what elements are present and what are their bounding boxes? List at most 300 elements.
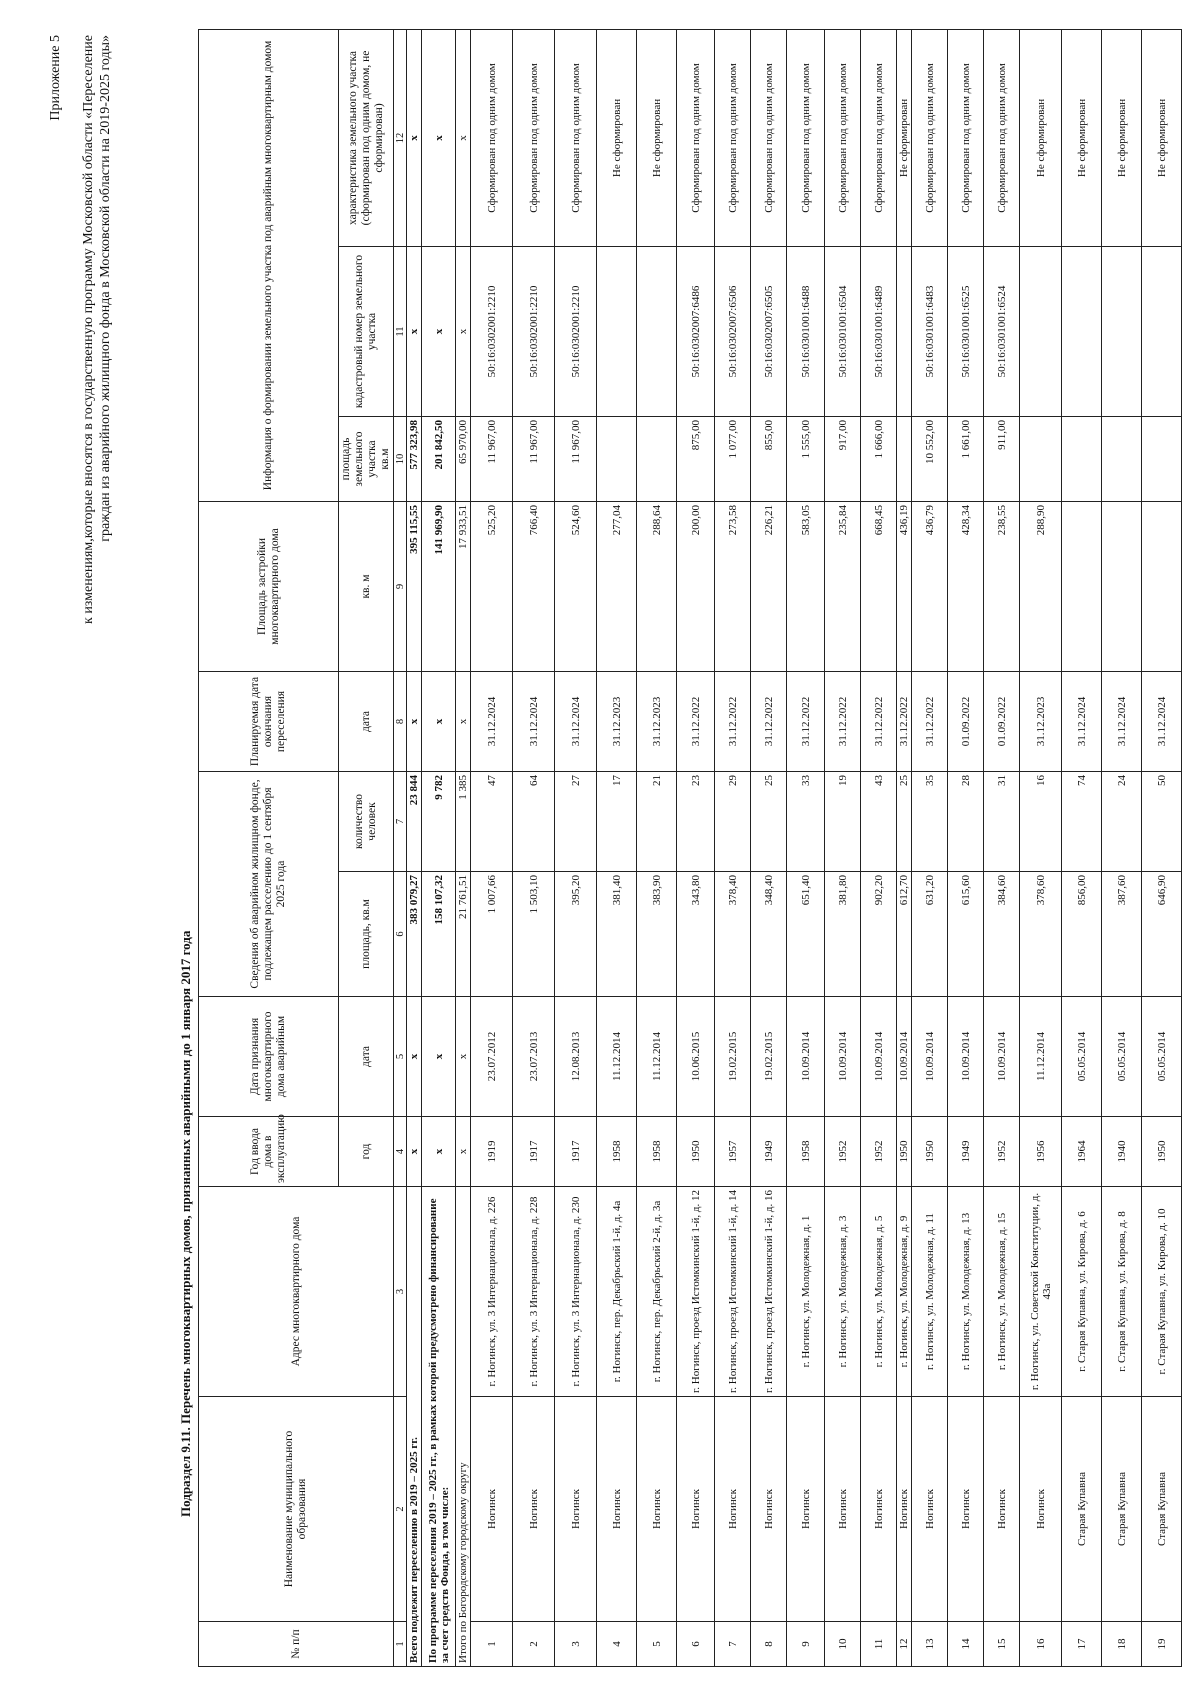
row-land-area: 1 555,00 <box>787 417 825 502</box>
row-number: 13 <box>912 1622 948 1667</box>
row-people: 21 <box>637 772 677 872</box>
row-building-area <box>1062 502 1102 672</box>
district-building-area: 17 933,51 <box>456 502 471 672</box>
row-area: 631,20 <box>912 872 948 997</box>
row-area: 395,20 <box>555 872 597 997</box>
row-plan-date: 31.12.2022 <box>825 672 861 772</box>
row-people: 31 <box>984 772 1020 872</box>
district-people: 1 385 <box>456 772 471 872</box>
row-year: 1940 <box>1102 1117 1142 1187</box>
col-header-plan-group: Планируемая дата окончания переселения <box>199 672 339 772</box>
col-number: 3 <box>394 1187 407 1397</box>
row-area: 646,90 <box>1142 872 1182 997</box>
col-header-building-area-group: Площадь застройки многоквартирного дома <box>199 502 339 672</box>
table-row <box>677 29 715 1666</box>
row-address: г. Ногинск, ул. Советской Конституции, д. 43а <box>1020 1187 1062 1397</box>
row-land-area: 911,00 <box>984 417 1020 502</box>
row-land-area: 855,00 <box>751 417 787 502</box>
row-building-area: 525,20 <box>471 502 513 672</box>
row-building-area <box>1102 502 1142 672</box>
row-year: 1950 <box>1142 1117 1182 1187</box>
row-cadastral <box>1102 247 1142 417</box>
row-cadastral <box>1142 247 1182 417</box>
total-label: Всего подлежит переселению в 2019 – 2025 гг. <box>407 1187 422 1667</box>
table-title: Подраздел 9.11. Перечень многоквартирных домов, признанных аварийными до 1 января 2017 года <box>178 930 193 1517</box>
row-recognition-date: 05.05.2014 <box>1142 997 1182 1117</box>
row-year: 1950 <box>912 1117 948 1187</box>
row-number: 10 <box>825 1622 861 1667</box>
row-year: 1952 <box>825 1117 861 1187</box>
table-row <box>912 29 948 1666</box>
appendix-label: Приложение 5 <box>48 35 63 121</box>
col-subheader-building-unit: кв. м <box>339 502 394 672</box>
row-building-area: 428,34 <box>948 502 984 672</box>
row-number: 14 <box>948 1622 984 1667</box>
total-characteristic: x <box>407 29 422 246</box>
col-header-mo: Наименование муниципального образования <box>199 1397 394 1622</box>
col-subheader-land-area <box>339 417 394 502</box>
row-year: 1949 <box>948 1117 984 1187</box>
row-address: г. Ногинск, ул. Молодежная, д. 13 <box>948 1187 984 1397</box>
row-cadastral: 50:16:0302007:6506 <box>715 247 751 417</box>
row-recognition-date: 10.09.2014 <box>787 997 825 1117</box>
program-plan: x <box>422 672 456 772</box>
row-number: 7 <box>715 1622 751 1667</box>
row-plan-date: 31.12.2023 <box>1020 672 1062 772</box>
row-building-area: 226,21 <box>751 502 787 672</box>
row-number: 8 <box>751 1622 787 1667</box>
row-people: 33 <box>787 772 825 872</box>
row-cadastral: 50:16:0301001:6483 <box>912 247 948 417</box>
row-address: г. Ногинск, ул. Молодежная, д. 9 <box>897 1187 912 1397</box>
row-recognition-date: 11.12.2014 <box>597 997 637 1117</box>
row-cadastral: 50:16:0302007:6505 <box>751 247 787 417</box>
row-land-area: 10 552,00 <box>912 417 948 502</box>
row-plan-date: 31.12.2024 <box>513 672 555 772</box>
district-row <box>456 29 471 1666</box>
table-row <box>1020 29 1062 1666</box>
row-address: г. Старая Купавна, ул. Кирова, д. 10 <box>1142 1187 1182 1397</box>
row-plan-date: 31.12.2023 <box>597 672 637 772</box>
row-land-characteristic: Не сформирован <box>597 29 637 246</box>
row-land-characteristic: Сформирован под одним домом <box>984 29 1020 246</box>
row-recognition-date: 05.05.2014 <box>1102 997 1142 1117</box>
row-recognition-date: 10.09.2014 <box>825 997 861 1117</box>
header-line: к изменениям,которые вносятся в государственную программу Московской области «Переселение <box>81 35 96 624</box>
row-number: 15 <box>984 1622 1020 1667</box>
row-recognition-date: 10.06.2015 <box>677 997 715 1117</box>
row-plan-date: 31.12.2024 <box>471 672 513 772</box>
col-number: 5 <box>394 997 407 1117</box>
land-area-label: площадь земельного участка <box>340 431 378 487</box>
row-people: 27 <box>555 772 597 872</box>
row-land-characteristic: Не сформирован <box>637 29 677 246</box>
row-number: 9 <box>787 1622 825 1667</box>
row-building-area: 436,79 <box>912 502 948 672</box>
program-label: По программе переселения 2019 – 2025 гг., в рамках которой предусмотрено финансирование за счет средств Фонда, в том числе: <box>422 1187 456 1667</box>
row-people: 23 <box>677 772 715 872</box>
program-people: 9 782 <box>422 772 456 872</box>
row-municipality: Ногинск <box>912 1397 948 1622</box>
row-people: 25 <box>751 772 787 872</box>
row-municipality: Ногинск <box>1020 1397 1062 1622</box>
col-number: 1 <box>394 1622 407 1667</box>
col-subheader-cadastral: кадастровый номер земельного участка <box>339 247 394 417</box>
table-row <box>984 29 1020 1666</box>
row-address: г. Старая Купавна, ул. Кирова, д. 8 <box>1102 1187 1142 1397</box>
row-cadastral: 50:16:0301001:6524 <box>984 247 1020 417</box>
row-cadastral: 50:16:0301001:6488 <box>787 247 825 417</box>
row-year: 1952 <box>861 1117 897 1187</box>
row-number: 4 <box>597 1622 637 1667</box>
row-cadastral <box>637 247 677 417</box>
table-row <box>861 29 897 1666</box>
row-building-area: 273,58 <box>715 502 751 672</box>
col-number: 9 <box>394 502 407 672</box>
col-number: 7 <box>394 772 407 872</box>
row-land-area <box>637 417 677 502</box>
row-cadastral: 50:16:0302001:2210 <box>471 247 513 417</box>
row-land-area <box>1020 417 1062 502</box>
row-recognition-date: 19.02.2015 <box>751 997 787 1117</box>
row-number: 3 <box>555 1622 597 1667</box>
row-people: 17 <box>597 772 637 872</box>
row-area: 378,60 <box>1020 872 1062 997</box>
col-header-num: № п/п <box>199 1622 394 1667</box>
row-people: 43 <box>861 772 897 872</box>
total-year: x <box>407 1117 422 1187</box>
row-number: 6 <box>677 1622 715 1667</box>
row-people: 35 <box>912 772 948 872</box>
col-header-year-group: Год ввода дома в эксплуатацию <box>199 1117 339 1187</box>
row-area: 902,20 <box>861 872 897 997</box>
table-row <box>555 29 597 1666</box>
row-year: 1950 <box>897 1117 912 1187</box>
row-land-area: 11 967,00 <box>555 417 597 502</box>
row-municipality: Старая Купавна <box>1062 1397 1102 1622</box>
row-land-area: 875,00 <box>677 417 715 502</box>
row-land-characteristic: Сформирован под одним домом <box>861 29 897 246</box>
table-row <box>787 29 825 1666</box>
row-cadastral <box>597 247 637 417</box>
row-people: 47 <box>471 772 513 872</box>
row-recognition-date: 05.05.2014 <box>1062 997 1102 1117</box>
row-plan-date: 31.12.2022 <box>677 672 715 772</box>
row-building-area: 288,90 <box>1020 502 1062 672</box>
row-land-characteristic: Сформирован под одним домом <box>912 29 948 246</box>
row-number: 12 <box>897 1622 912 1667</box>
row-land-area: 11 967,00 <box>513 417 555 502</box>
district-characteristic: x <box>456 29 471 246</box>
row-building-area: 288,64 <box>637 502 677 672</box>
col-header-recognition-group: Дата признания многоквартирного дома аварийным <box>199 997 339 1117</box>
row-plan-date: 31.12.2024 <box>555 672 597 772</box>
row-land-area: 1 077,00 <box>715 417 751 502</box>
total-row <box>407 29 422 1666</box>
district-plan: x <box>456 672 471 772</box>
table-row <box>715 29 751 1666</box>
housing-table <box>198 29 1182 1667</box>
row-area: 348,40 <box>751 872 787 997</box>
row-recognition-date: 10.09.2014 <box>861 997 897 1117</box>
row-area: 651,40 <box>787 872 825 997</box>
row-area: 1 007,66 <box>471 872 513 997</box>
row-year: 1958 <box>787 1117 825 1187</box>
table-row <box>897 29 912 1666</box>
row-land-characteristic: Сформирован под одним домом <box>513 29 555 246</box>
row-number: 2 <box>513 1622 555 1667</box>
row-land-characteristic: Не сформирован <box>897 29 912 246</box>
row-number: 19 <box>1142 1622 1182 1667</box>
row-year: 1964 <box>1062 1117 1102 1187</box>
row-municipality: Ногинск <box>715 1397 751 1622</box>
row-land-area: 1 661,00 <box>948 417 984 502</box>
row-land-characteristic: Сформирован под одним домом <box>715 29 751 246</box>
row-area: 381,80 <box>825 872 861 997</box>
row-land-characteristic: Не сформирован <box>1142 29 1182 246</box>
row-year: 1917 <box>555 1117 597 1187</box>
row-land-area <box>1102 417 1142 502</box>
col-subheader-people: количество человек <box>339 772 394 872</box>
row-people: 64 <box>513 772 555 872</box>
row-plan-date: 31.12.2024 <box>1102 672 1142 772</box>
row-municipality: Ногинск <box>597 1397 637 1622</box>
total-land-area: 577 323,98 <box>407 417 422 502</box>
row-land-characteristic: Не сформирован <box>1102 29 1142 246</box>
row-land-characteristic: Сформирован под одним домом <box>471 29 513 246</box>
row-building-area: 277,04 <box>597 502 637 672</box>
total-area: 383 079,27 <box>407 872 422 997</box>
row-cadastral <box>1020 247 1062 417</box>
col-subheader-plan-date: дата <box>339 672 394 772</box>
row-municipality: Ногинск <box>751 1397 787 1622</box>
program-row <box>422 29 456 1666</box>
row-recognition-date: 10.09.2014 <box>897 997 912 1117</box>
row-plan-date: 31.12.2024 <box>1142 672 1182 772</box>
row-municipality: Старая Купавна <box>1142 1397 1182 1622</box>
row-building-area: 668,45 <box>861 502 897 672</box>
table-row <box>637 29 677 1666</box>
row-cadastral: 50:16:0301001:6504 <box>825 247 861 417</box>
row-municipality: Ногинск <box>471 1397 513 1622</box>
program-building-area: 141 969,90 <box>422 502 456 672</box>
table-row <box>597 29 637 1666</box>
total-building-area: 395 115,55 <box>407 502 422 672</box>
program-characteristic: x <box>422 29 456 246</box>
row-people: 28 <box>948 772 984 872</box>
row-year: 1919 <box>471 1117 513 1187</box>
row-cadastral: 50:16:0301001:6525 <box>948 247 984 417</box>
row-address: г. Ногинск, ул. 3 Интернационала, д. 226 <box>471 1187 513 1397</box>
row-area: 384,60 <box>984 872 1020 997</box>
table-row <box>825 29 861 1666</box>
row-building-area: 524,60 <box>555 502 597 672</box>
row-address: г. Ногинск, ул. 3 Интернационала, д. 230 <box>555 1187 597 1397</box>
row-people: 74 <box>1062 772 1102 872</box>
row-land-area <box>897 417 912 502</box>
row-building-area: 583,05 <box>787 502 825 672</box>
row-recognition-date: 23.07.2013 <box>513 997 555 1117</box>
program-land-area: 201 842,50 <box>422 417 456 502</box>
row-land-characteristic: Сформирован под одним домом <box>825 29 861 246</box>
row-address: г. Ногинск, ул. Молодежная, д. 5 <box>861 1187 897 1397</box>
row-land-characteristic: Не сформирован <box>1062 29 1102 246</box>
row-address: г. Ногинск, пер. Декабрьский 2-й, д. 3а <box>637 1187 677 1397</box>
document-header <box>80 35 114 1035</box>
program-cadastral: x <box>422 247 456 417</box>
row-cadastral: 50:16:0302007:6486 <box>677 247 715 417</box>
row-land-characteristic: Сформирован под одним домом <box>787 29 825 246</box>
row-municipality: Ногинск <box>861 1397 897 1622</box>
col-number: 10 <box>394 417 407 502</box>
row-land-area <box>597 417 637 502</box>
row-municipality: Ногинск <box>555 1397 597 1622</box>
row-building-area: 200,00 <box>677 502 715 672</box>
table-row <box>948 29 984 1666</box>
row-year: 1957 <box>715 1117 751 1187</box>
row-cadastral: 50:16:0302001:2210 <box>513 247 555 417</box>
row-area: 378,40 <box>715 872 751 997</box>
table-row <box>1142 29 1182 1666</box>
row-address: г. Ногинск, проезд Истомкинский 1-й, д. 16 <box>751 1187 787 1397</box>
row-land-characteristic: Сформирован под одним домом <box>555 29 597 246</box>
total-plan: x <box>407 672 422 772</box>
row-land-characteristic: Сформирован под одним домом <box>751 29 787 246</box>
row-people: 25 <box>897 772 912 872</box>
row-municipality: Ногинск <box>637 1397 677 1622</box>
row-area: 856,00 <box>1062 872 1102 997</box>
row-area: 612,70 <box>897 872 912 997</box>
row-address: г. Ногинск, проезд Истомкинский 1-й, д. 12 <box>677 1187 715 1397</box>
housing-table-container <box>198 30 1182 1667</box>
district-year: x <box>456 1117 471 1187</box>
row-recognition-date: 10.09.2014 <box>912 997 948 1117</box>
row-address: г. Ногинск, проезд Истомкинский 1-й, д. 14 <box>715 1187 751 1397</box>
row-building-area: 238,55 <box>984 502 1020 672</box>
row-year: 1949 <box>751 1117 787 1187</box>
row-recognition-date: 10.09.2014 <box>984 997 1020 1117</box>
row-building-area: 235,84 <box>825 502 861 672</box>
row-municipality: Ногинск <box>677 1397 715 1622</box>
row-building-area: 436,19 <box>897 502 912 672</box>
row-building-area <box>1142 502 1182 672</box>
row-year: 1956 <box>1020 1117 1062 1187</box>
table-row <box>513 29 555 1666</box>
row-recognition-date: 23.07.2012 <box>471 997 513 1117</box>
row-plan-date: 31.12.2022 <box>912 672 948 772</box>
table-row <box>471 29 513 1666</box>
col-number: 11 <box>394 247 407 417</box>
row-cadastral <box>897 247 912 417</box>
row-land-area <box>1062 417 1102 502</box>
row-number: 1 <box>471 1622 513 1667</box>
col-number: 8 <box>394 672 407 772</box>
col-subheader-recognition-date: дата <box>339 997 394 1117</box>
row-year: 1958 <box>637 1117 677 1187</box>
row-building-area: 766,40 <box>513 502 555 672</box>
col-number: 2 <box>394 1397 407 1622</box>
row-plan-date: 31.12.2022 <box>861 672 897 772</box>
row-address: г. Ногинск, ул. Молодежная, д. 15 <box>984 1187 1020 1397</box>
row-number: 11 <box>861 1622 897 1667</box>
col-number: 6 <box>394 872 407 997</box>
row-area: 343,80 <box>677 872 715 997</box>
header-line: граждан из аварийного жилищного фонда в Московской области на 2019-2025 годы» <box>98 35 113 542</box>
row-municipality: Ногинск <box>825 1397 861 1622</box>
col-number: 12 <box>394 29 407 246</box>
row-number: 16 <box>1020 1622 1062 1667</box>
row-plan-date: 31.12.2023 <box>637 672 677 772</box>
total-recognition: x <box>407 997 422 1117</box>
row-municipality: Ногинск <box>984 1397 1020 1622</box>
row-area: 1 503,10 <box>513 872 555 997</box>
total-cadastral: x <box>407 247 422 417</box>
col-header-address: Адрес многоквартирного дома <box>199 1187 394 1397</box>
row-people: 16 <box>1020 772 1062 872</box>
row-land-characteristic: Не сформирован <box>1020 29 1062 246</box>
row-area: 387,60 <box>1102 872 1142 997</box>
row-address: г. Ногинск, ул. Молодежная, д. 11 <box>912 1187 948 1397</box>
row-year: 1917 <box>513 1117 555 1187</box>
col-subheader-year: год <box>339 1117 394 1187</box>
row-municipality: Ногинск <box>897 1397 912 1622</box>
row-address: г. Ногинск, ул. Молодежная, д. 1 <box>787 1187 825 1397</box>
row-year: 1958 <box>597 1117 637 1187</box>
row-plan-date: 31.12.2022 <box>897 672 912 772</box>
row-area: 381,40 <box>597 872 637 997</box>
row-recognition-date: 11.12.2014 <box>637 997 677 1117</box>
row-cadastral <box>1062 247 1102 417</box>
district-area: 21 761,51 <box>456 872 471 997</box>
district-land-area: 65 970,00 <box>456 417 471 502</box>
row-address: г. Ногинск, ул. Молодежная, д. 3 <box>825 1187 861 1397</box>
district-recognition: x <box>456 997 471 1117</box>
district-cadastral: x <box>456 247 471 417</box>
row-land-area: 11 967,00 <box>471 417 513 502</box>
row-land-area: 1 666,00 <box>861 417 897 502</box>
program-recognition: x <box>422 997 456 1117</box>
row-cadastral: 50:16:0302001:2210 <box>555 247 597 417</box>
row-recognition-date: 19.02.2015 <box>715 997 751 1117</box>
row-people: 29 <box>715 772 751 872</box>
row-plan-date: 31.12.2022 <box>787 672 825 772</box>
row-municipality: Ногинск <box>513 1397 555 1622</box>
row-year: 1950 <box>677 1117 715 1187</box>
row-people: 50 <box>1142 772 1182 872</box>
row-area: 383,90 <box>637 872 677 997</box>
row-people: 19 <box>825 772 861 872</box>
row-plan-date: 31.12.2022 <box>715 672 751 772</box>
row-address: г. Ногинск, пер. Декабрьский 1-й, д. 4а <box>597 1187 637 1397</box>
land-area-unit: кв.м <box>379 448 391 470</box>
program-area: 158 107,32 <box>422 872 456 997</box>
table-row <box>751 29 787 1666</box>
row-address: г. Старая Купавна, ул. Кирова, д. 6 <box>1062 1187 1102 1397</box>
row-plan-date: 01.09.2022 <box>984 672 1020 772</box>
row-plan-date: 31.12.2024 <box>1062 672 1102 772</box>
district-label: Итого по Богородскому городскому округу <box>456 1187 471 1667</box>
row-municipality: Старая Купавна <box>1102 1397 1142 1622</box>
row-land-characteristic: Сформирован под одним домом <box>677 29 715 246</box>
table-body <box>394 29 1182 1666</box>
row-recognition-date: 12.08.2013 <box>555 997 597 1117</box>
row-land-area <box>1142 417 1182 502</box>
row-municipality: Ногинск <box>787 1397 825 1622</box>
row-number: 18 <box>1102 1622 1142 1667</box>
col-header-fund-group: Сведения об аварийном жилищном фонде, подлежащем расселению до 1 сентября 2025 года <box>199 772 339 997</box>
row-recognition-date: 11.12.2014 <box>1020 997 1062 1117</box>
table-row <box>1062 29 1102 1666</box>
